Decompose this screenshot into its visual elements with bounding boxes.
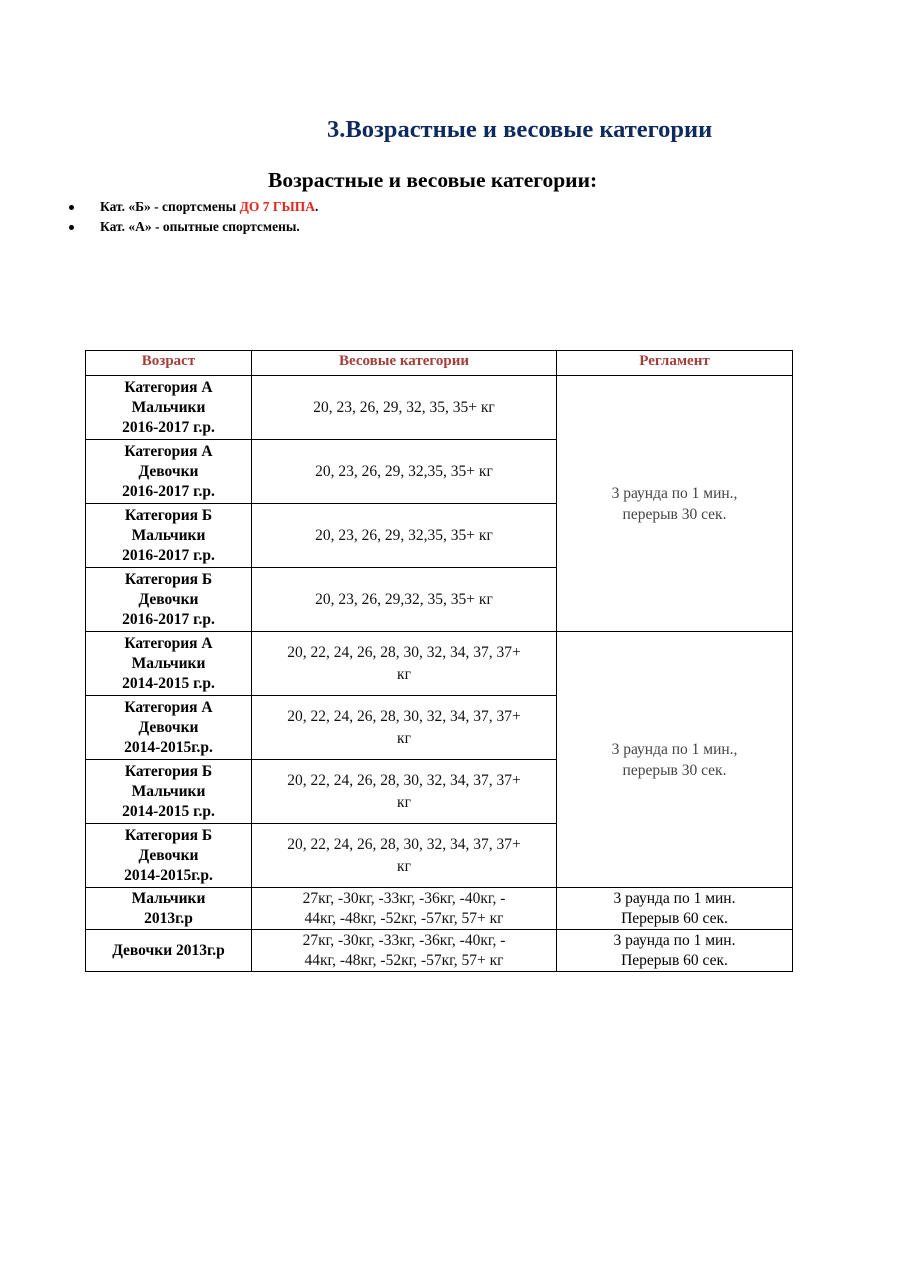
bullet-dot-icon [69, 225, 74, 230]
bullet-item: Кат. «Б» - спортсмены ДО 7 ГЫПА. [67, 197, 318, 217]
age-cell: Категория А Мальчики 2014-2015 г.р. [86, 632, 252, 696]
weights-cell: 20, 23, 26, 29,32, 35, 35+ кг [252, 568, 557, 632]
weights-cell: 20, 22, 24, 26, 28, 30, 32, 34, 37, 37+ кг [252, 632, 557, 696]
category-bullets [67, 197, 318, 237]
weights-cell: 20, 23, 26, 29, 32,35, 35+ кг [252, 440, 557, 504]
age-cell: Категория Б Девочки 2016-2017 г.р. [86, 568, 252, 632]
table-row [86, 930, 793, 972]
header-regulation: Регламент [557, 351, 793, 376]
regulation-cell: 3 раунда по 1 мин. Перерыв 60 сек. [557, 930, 793, 972]
subtitle: Возрастные и весовые категории: [268, 168, 598, 192]
weights-cell: 20, 22, 24, 26, 28, 30, 32, 34, 37, 37+ кг [252, 696, 557, 760]
gyp-highlight: ДО 7 ГЫПА [239, 199, 315, 214]
weights-cell: 27кг, -30кг, -33кг, -36кг, -40кг, - 44кг, -48кг, -52кг, -57кг, 57+ кг [252, 888, 557, 930]
age-cell: Категория А Девочки 2014-2015г.р. [86, 696, 252, 760]
age-cell: Девочки 2013г.р [86, 930, 252, 972]
age-cell: Категория Б Мальчики 2014-2015 г.р. [86, 760, 252, 824]
section-title: 3.Возрастные и весовые категории [327, 116, 713, 143]
weights-cell: 20, 22, 24, 26, 28, 30, 32, 34, 37, 37+ кг [252, 760, 557, 824]
categories-table [85, 350, 793, 972]
weights-cell: 27кг, -30кг, -33кг, -36кг, -40кг, - 44кг, -48кг, -52кг, -57кг, 57+ кг [252, 930, 557, 972]
bullet-item: Кат. «А» - опытные спортсмены. [67, 217, 318, 237]
weights-cell: 20, 23, 26, 29, 32,35, 35+ кг [252, 504, 557, 568]
age-cell: Категория Б Девочки 2014-2015г.р. [86, 824, 252, 888]
weights-cell: 20, 23, 26, 29, 32, 35, 35+ кг [252, 376, 557, 440]
bullet-dot-icon [69, 205, 74, 210]
age-cell: Категория А Девочки 2016-2017 г.р. [86, 440, 252, 504]
regulation-cell: 3 раунда по 1 мин. Перерыв 60 сек. [557, 888, 793, 930]
weights-cell: 20, 22, 24, 26, 28, 30, 32, 34, 37, 37+ кг [252, 824, 557, 888]
table-header-row [86, 351, 793, 376]
regulation-cell: 3 раунда по 1 мин., перерыв 30 сек. [557, 376, 793, 632]
header-age: Возраст [86, 351, 252, 376]
table-row [86, 376, 793, 440]
age-cell: Категория А Мальчики 2016-2017 г.р. [86, 376, 252, 440]
table-row [86, 888, 793, 930]
age-cell: Мальчики 2013г.р [86, 888, 252, 930]
header-weights: Весовые категории [252, 351, 557, 376]
table-row [86, 632, 793, 696]
age-cell: Категория Б Мальчики 2016-2017 г.р. [86, 504, 252, 568]
regulation-cell: 3 раунда по 1 мин., перерыв 30 сек. [557, 632, 793, 888]
